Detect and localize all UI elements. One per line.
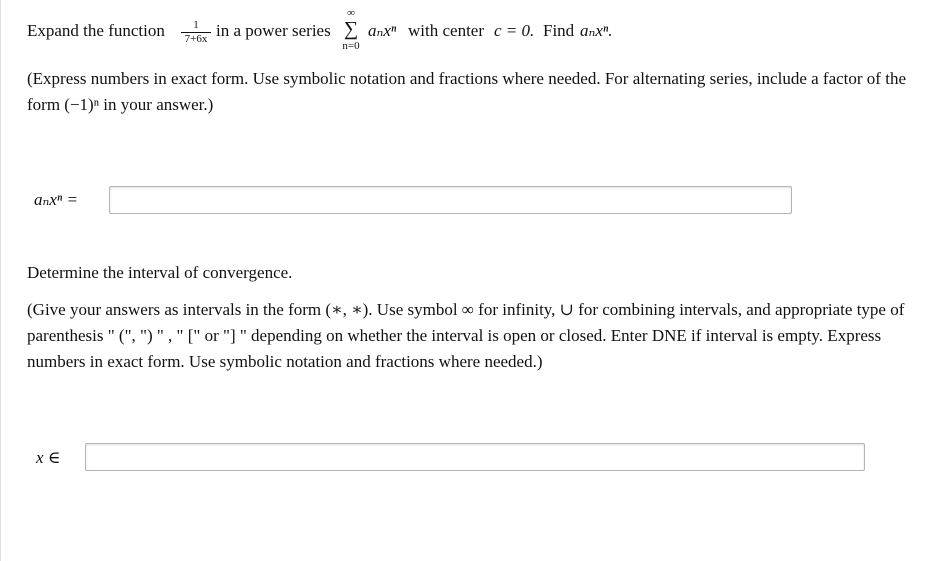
instructions-interval: (Give your answers as intervals in the form (∗, ∗). Use symbol ∞ for infinity, ∪ for combining intervals, and appropriate type of parenthesis " (", ") " , " [" or "] " depending on whether the interval is open or closed. Enter DNE if interval is empty. Express numbers in exact form. Use symbolic notation and fractions where needed.) [27, 300, 905, 371]
text-with-center: with center [408, 21, 484, 40]
sigma-upper: ∞ [347, 7, 355, 19]
series-term-input[interactable] [110, 187, 791, 213]
text-in-series: in a power series [216, 21, 331, 40]
text-expand: Expand the function [27, 21, 165, 40]
text-find: Find [543, 21, 575, 40]
sigma-symbol: ∑ [343, 18, 359, 40]
answer2-label: x ∈ [36, 448, 61, 467]
instructions-series: (Express numbers in exact form. Use symbolic notation and fractions where needed. For alternating series, include a factor of the form (−1)ⁿ in your answer.) [27, 69, 906, 114]
fraction-denominator: 7+6x [184, 33, 208, 45]
sigma-lower: n=0 [342, 40, 360, 52]
find-term: aₙxⁿ. [580, 21, 613, 40]
left-border [0, 0, 1, 561]
question-interval: Determine the interval of convergence. [27, 263, 293, 282]
center-equation: c = 0. [494, 21, 535, 40]
question-expand [27, 8, 927, 58]
term: aₙxⁿ [368, 21, 397, 40]
sigma-notation [340, 8, 362, 52]
answer2-box[interactable] [85, 443, 865, 471]
fraction [181, 20, 211, 45]
answer1-box[interactable] [109, 186, 792, 214]
fraction-numerator: 1 [193, 19, 199, 31]
answer1-label: aₙxⁿ = [34, 190, 79, 209]
interval-input[interactable] [86, 444, 864, 470]
